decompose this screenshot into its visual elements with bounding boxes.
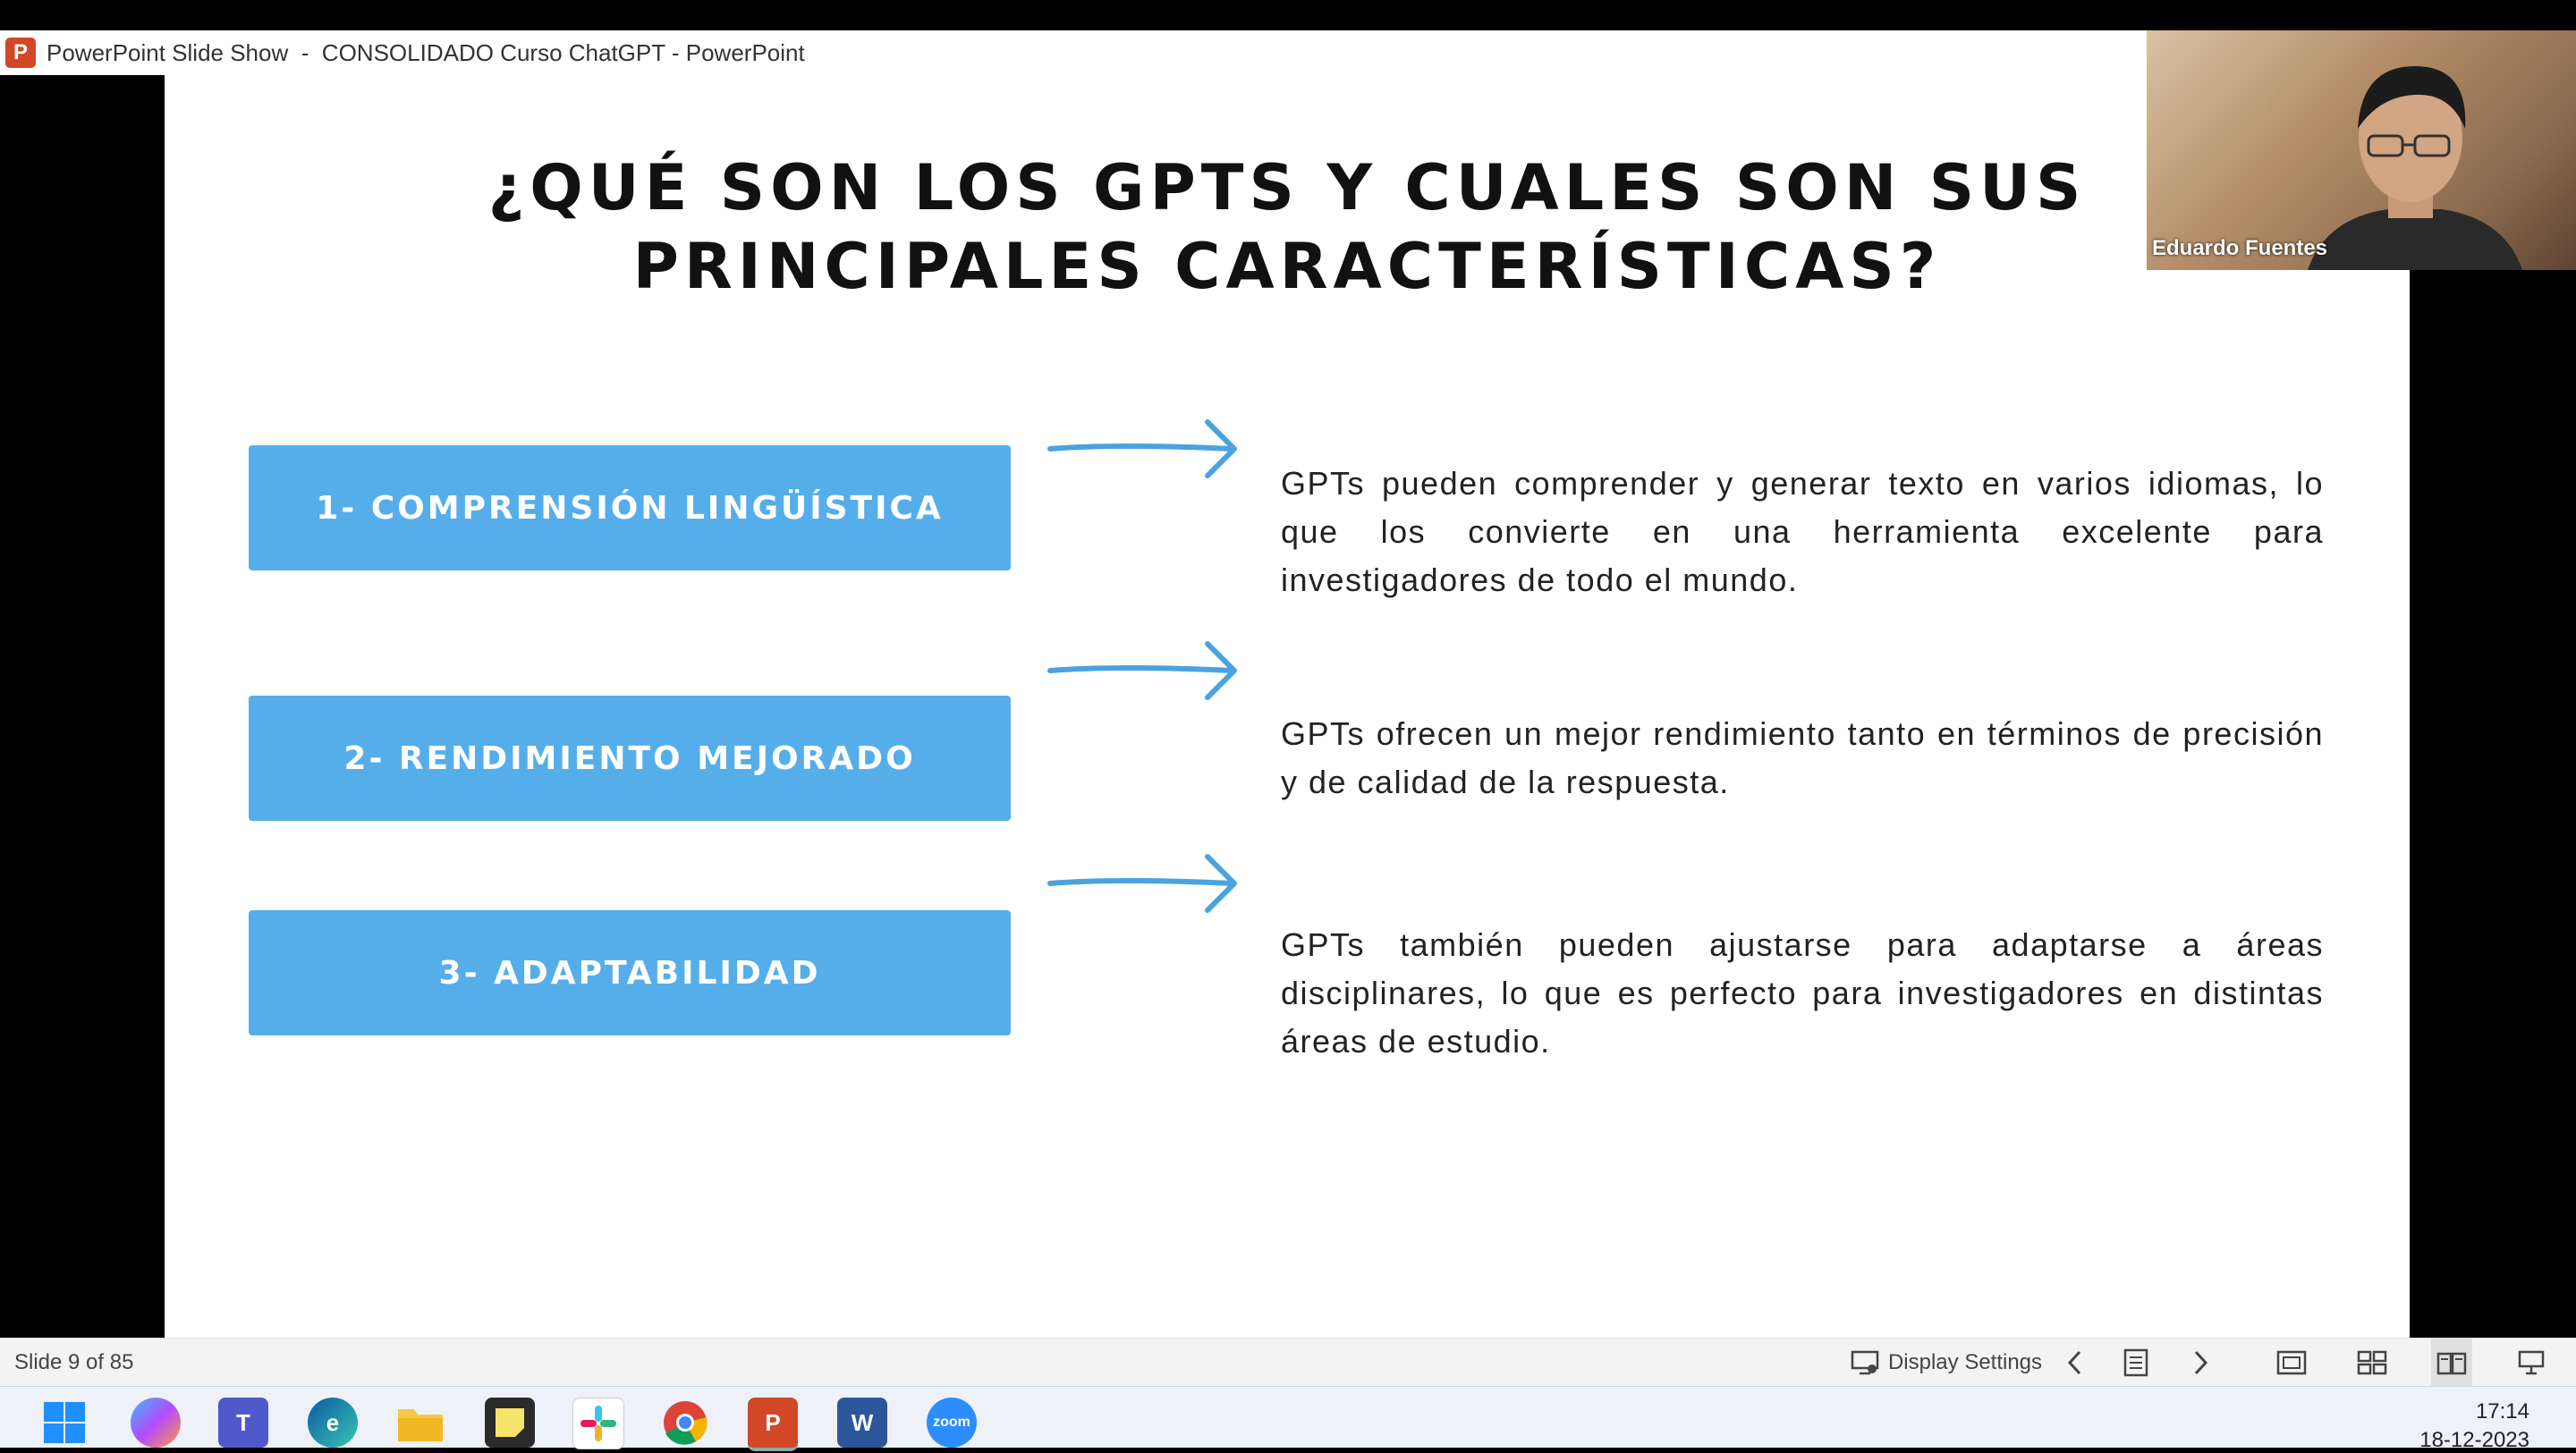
arrow-right-icon	[1046, 633, 1243, 705]
slack-icon[interactable]	[572, 1398, 624, 1449]
arrow-right-icon	[1046, 846, 1243, 917]
windows-taskbar	[0, 1386, 2576, 1452]
window-titlebar	[0, 30, 2147, 75]
powerpoint-logo-icon: P	[5, 38, 36, 68]
arrow-right-icon	[1046, 411, 1243, 483]
previous-slide-button[interactable]	[2059, 1339, 2091, 1387]
feature-box-2: 2- RENDIMIENTO MEJORADO	[249, 696, 1011, 821]
tray-clock-date[interactable]: 18-12-2023	[2419, 1428, 2529, 1452]
feature-description-1: GPTs pueden comprender y generar texto en varios idiomas, lo que los convierte en una herramienta excelente para investigadores de todo el mundo.	[1281, 465, 2324, 598]
word-icon[interactable]: W	[837, 1398, 887, 1448]
window-title: PowerPoint Slide Show - CONSOLIDADO Curso ChatGPT - PowerPoint	[47, 38, 805, 66]
notes-button[interactable]	[2118, 1339, 2154, 1387]
presenter-video-icon	[2147, 30, 2576, 270]
windows-start-icon[interactable]	[39, 1398, 89, 1448]
reading-view-icon	[2436, 1350, 2467, 1375]
chevron-left-icon	[2066, 1349, 2084, 1376]
chrome-icon[interactable]	[660, 1398, 710, 1448]
slide-sorter-icon	[2357, 1350, 2387, 1375]
teams-icon[interactable]: T	[218, 1398, 268, 1448]
chevron-right-icon	[2191, 1349, 2209, 1376]
edge-icon[interactable]: e	[308, 1398, 358, 1448]
feature-description-3: GPTs también pueden ajustarse para adaptarse a áreas disciplinares, lo que es perfecto para investigadores en distintas áreas de estudio.	[1281, 926, 2324, 1060]
participant-name: Eduardo Fuentes	[2152, 236, 2328, 260]
slide-counter: Slide 9 of 85	[14, 1350, 134, 1374]
display-settings-button[interactable]	[1839, 1339, 2054, 1387]
sticky-notes-icon[interactable]	[485, 1398, 535, 1448]
slide-sorter-button[interactable]	[2354, 1339, 2390, 1387]
feature-description-2: GPTs ofrecen un mejor rendimiento tanto en términos de precisión y de calidad de la respuesta.	[1281, 715, 2324, 800]
slide-title-line-1: ¿QUÉ SON LOS GPTS Y CUALES SON SUS	[487, 151, 2087, 224]
slide-title-line-2: PRINCIPALES CARACTERÍSTICAS?	[632, 230, 1942, 303]
normal-view-button[interactable]	[2274, 1339, 2309, 1387]
file-explorer-icon[interactable]	[395, 1398, 445, 1448]
webcam-video	[2147, 30, 2576, 270]
zoom-icon[interactable]: zoom	[927, 1398, 977, 1448]
feature-box-3: 3- ADAPTABILIDAD	[249, 910, 1011, 1035]
slide-canvas[interactable]	[165, 75, 2410, 1338]
copilot-icon[interactable]	[131, 1398, 181, 1448]
display-settings-label: Display Settings	[1887, 1350, 2043, 1374]
powerpoint-taskbar-icon[interactable]: P	[748, 1398, 798, 1451]
slideshow-statusbar	[0, 1338, 2576, 1387]
monitor-icon	[1851, 1349, 1881, 1376]
normal-view-icon	[2276, 1350, 2307, 1375]
slide-title	[165, 148, 2410, 306]
slideshow-button[interactable]	[2513, 1339, 2549, 1387]
feature-box-1: 1- COMPRENSIÓN LINGÜÍSTICA	[249, 445, 1011, 570]
notes-icon	[2123, 1348, 2149, 1377]
next-slide-button[interactable]	[2184, 1339, 2216, 1387]
tray-clock-time[interactable]: 17:14	[2475, 1399, 2529, 1423]
slideshow-icon	[2517, 1348, 2546, 1377]
reading-view-button[interactable]	[2431, 1339, 2472, 1387]
